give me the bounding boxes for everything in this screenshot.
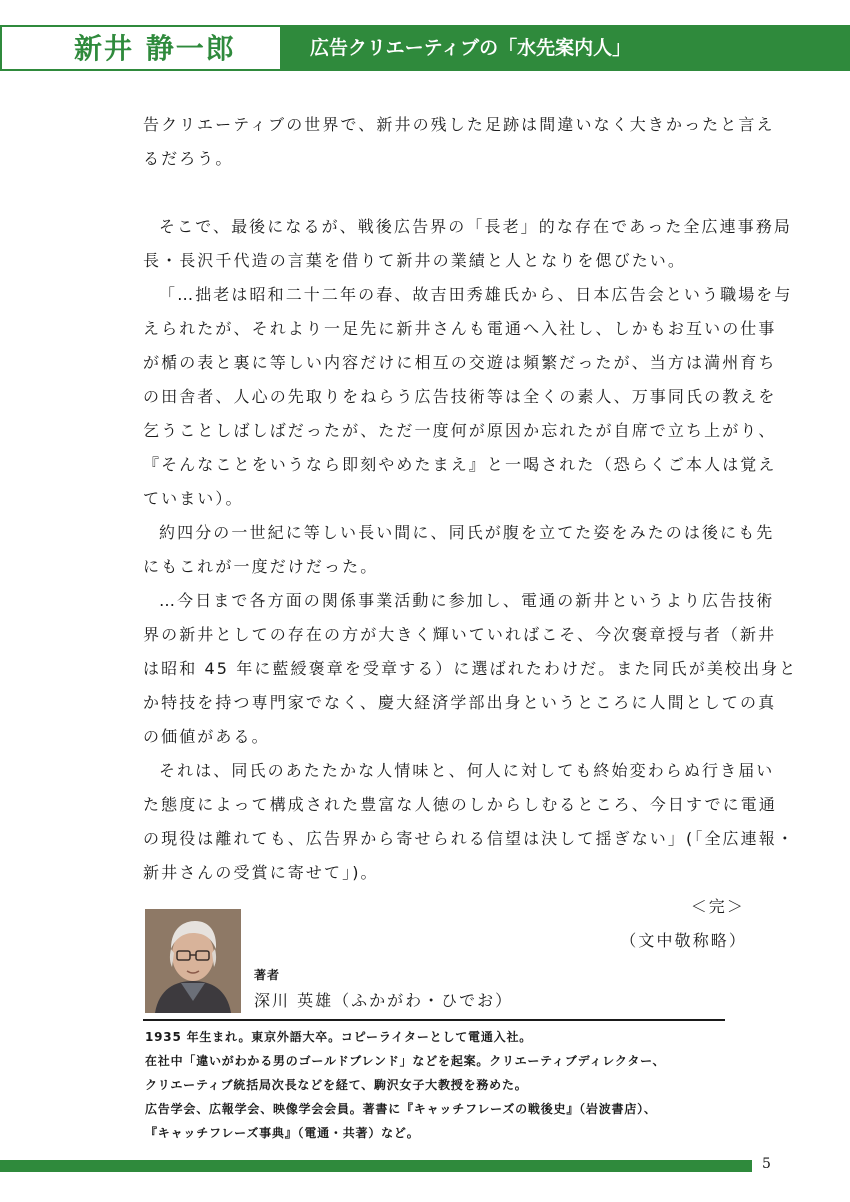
body-line: …今日まで各方面の関係事業活動に参加し、電通の新井というより広告技術 <box>159 591 775 610</box>
footer-bar <box>0 1160 752 1172</box>
body-line: の田舎者、人心の先取りをねらう広告技術等は全くの素人、万事同氏の教えを <box>143 387 777 406</box>
body-line: 乞うことしばしばだったが、ただ一度何が原因か忘れたが自席で立ち上がり、 <box>143 421 777 440</box>
body-line: 界の新井としての存在の方が大きく輝いていればこそ、今次褒章授与者（新井 <box>143 625 777 644</box>
body-line: の価値がある。 <box>143 727 270 746</box>
body-line: が楯の表と裏に等しい内容だけに相互の交遊は頻繁だったが、当方は満州育ち <box>143 353 777 372</box>
honorific-note: （文中敬称略） <box>620 931 747 950</box>
divider <box>143 1019 725 1021</box>
body-blank-line <box>143 176 753 210</box>
header-subtitle: 広告クリエーティブの「水先案内人」 <box>280 27 848 69</box>
header-person-name: 新井 静一郎 <box>74 32 236 65</box>
bio-line: 広告学会、広報学会、映像学会会員。著書に『キャッチフレーズの戦後史』（岩波書店）、 <box>145 1102 657 1116</box>
body-line: ていまい）。 <box>143 489 244 508</box>
body-line: 『そんなことをいうなら即刻やめたまえ』と一喝された（恐らくご本人は覚え <box>143 455 777 474</box>
author-bio <box>145 1025 745 1145</box>
body-line: 「…拙老は昭和二十二年の春、故吉田秀雄氏から、日本広告会という職場を与 <box>159 285 793 304</box>
author-photo <box>145 909 241 1013</box>
author-name: 深川 英雄（ふかがわ・ひでお） <box>254 991 514 1010</box>
body-line: の現役は離れても、広告界から寄せられる信望は決して揺ぎない」(「全広連報・ <box>143 829 795 848</box>
author-portrait-image <box>145 909 241 1013</box>
article-body <box>143 108 798 958</box>
body-line: た態度によって構成された豊富な人徳のしからしむるところ、今日すでに電通 <box>143 795 777 814</box>
page-header <box>0 25 850 71</box>
body-line: 長・長沢千代造の言葉を借りて新井の業績と人となりを偲びたい。 <box>143 251 687 270</box>
body-line: 告クリエーティブの世界で、新井の残した足跡は間違いなく大きかったと言え <box>143 115 775 134</box>
body-line: にもこれが一度だけだった。 <box>143 557 379 576</box>
body-line: か特技を持つ専門家でなく、慶大経済学部出身というところに人間としての真 <box>143 693 777 712</box>
end-mark: ＜完＞ <box>690 897 745 916</box>
body-line: そこで、最後になるが、戦後広告界の「長老」的な存在であった全広連事務局 <box>159 217 793 236</box>
bio-line: 在社中「違いがわかる男のゴールドブレンド」などを起案。クリエーティブディレクター、 <box>145 1054 666 1068</box>
bio-line: クリエーティブ統括局次長などを経て、駒沢女子大教授を務めた。 <box>145 1078 528 1092</box>
bio-line: 1935 年生まれ。東京外語大卒。コピーライターとして電通入社。 <box>145 1030 533 1044</box>
page-number: 5 <box>762 1156 771 1172</box>
author-label: 著者 <box>254 968 281 982</box>
body-line: は昭和 45 年に藍綬褒章を受章する）に選ばれたわけだ。また同氏が美校出身と <box>143 659 798 678</box>
body-line: それは、同氏のあたたかな人情味と、何人に対しても終始変わらぬ行き届い <box>159 761 775 780</box>
body-line: えられたが、それより一足先に新井さんも電通へ入社し、しかもお互いの仕事 <box>143 319 777 338</box>
body-line: るだろう。 <box>143 149 234 168</box>
body-line: 約四分の一世紀に等しい長い間に、同氏が腹を立てた姿をみたのは後にも先 <box>159 523 775 542</box>
bio-line: 『キャッチフレーズ事典』（電通・共著）など。 <box>145 1126 420 1140</box>
body-line: 新井さんの受賞に寄せて」)。 <box>143 863 379 882</box>
